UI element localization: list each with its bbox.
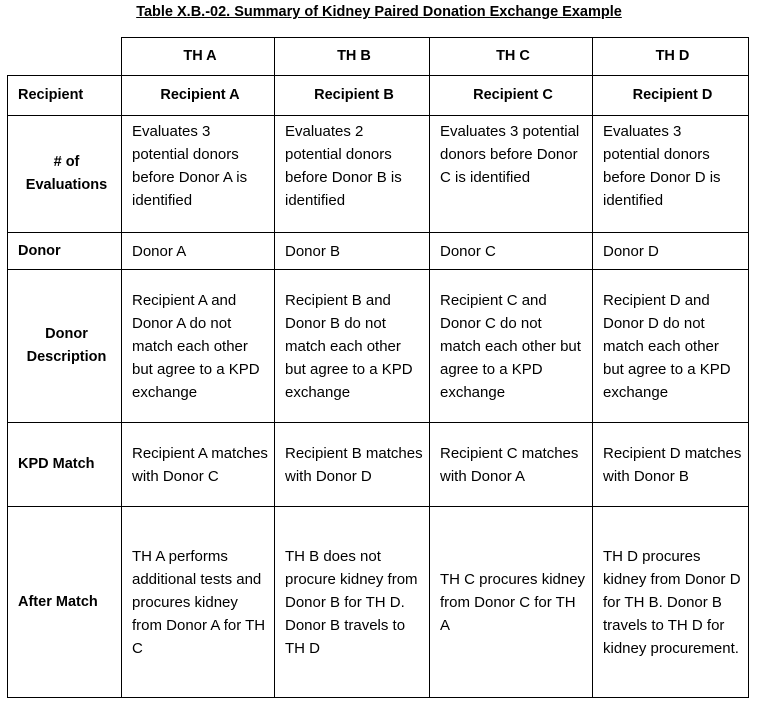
table-cell: Donor B bbox=[285, 242, 341, 260]
table-cell: Recipient B and Donor B do not match each other but agree to a KPD exchange bbox=[285, 291, 413, 401]
table-cell: Donor C bbox=[440, 242, 496, 260]
table-cell: Evaluates 2 potential donors before Donor B is identified bbox=[285, 123, 402, 209]
table-cell: Recipient A matches with Donor C bbox=[132, 444, 268, 485]
table-cell: TH D procures kidney from Donor D for TH B. Donor B travels to TH D for kidney procurement. bbox=[603, 547, 741, 657]
table-cell: Recipient A bbox=[160, 87, 240, 103]
column-header-th-a: TH A bbox=[183, 48, 217, 64]
table-cell: Evaluates 3 potential donors before Donor A is identified bbox=[132, 123, 248, 209]
table-cell: TH B does not procure kidney from Donor B for TH D. Donor B travels to TH D bbox=[285, 547, 418, 657]
table-cell: Donor D bbox=[603, 242, 659, 260]
table-cell: TH C procures kidney from Donor C for TH A bbox=[440, 570, 586, 634]
row-label-donor: Donor bbox=[18, 242, 61, 259]
table-cell: Recipient D matches with Donor B bbox=[603, 444, 742, 485]
row-label-evaluations: # of Evaluations bbox=[25, 154, 108, 193]
row-label-after-match: After Match bbox=[18, 593, 98, 610]
column-header-th-d: TH D bbox=[655, 48, 690, 64]
table-cell: Recipient B bbox=[314, 87, 394, 103]
table-cell: Recipient C matches with Donor A bbox=[440, 444, 579, 485]
table-cell: Recipient C and Donor C do not match each other but agree to a KPD exchange bbox=[440, 291, 581, 401]
table-cell: TH A performs additional tests and procures kidney from Donor A for TH C bbox=[132, 547, 266, 657]
row-label-recipient: Recipient bbox=[18, 87, 84, 103]
table-cell: Recipient B matches with Donor D bbox=[285, 444, 423, 485]
row-label-kpd-match: KPD Match bbox=[18, 456, 95, 472]
table-title: Table X.B.-02. Summary of Kidney Paired Donation Exchange Example bbox=[136, 4, 622, 20]
column-header-th-b: TH B bbox=[337, 48, 371, 64]
table-cell: Evaluates 3 potential donors before Donor C is identified bbox=[440, 123, 580, 186]
table-cell: Recipient A and Donor A do not match each other but agree to a KPD exchange bbox=[132, 291, 260, 401]
column-header-th-c: TH C bbox=[496, 48, 530, 64]
table-cell: Recipient D and Donor D do not match each other but agree to a KPD exchange bbox=[603, 291, 731, 401]
table-cell: Evaluates 3 potential donors before Donor D is identified bbox=[603, 123, 721, 209]
row-label-donor-description: Donor Description bbox=[26, 326, 107, 365]
table-cell: Recipient C bbox=[473, 87, 553, 103]
table-cell: Recipient D bbox=[632, 87, 713, 103]
table-cell: Donor A bbox=[132, 242, 187, 260]
